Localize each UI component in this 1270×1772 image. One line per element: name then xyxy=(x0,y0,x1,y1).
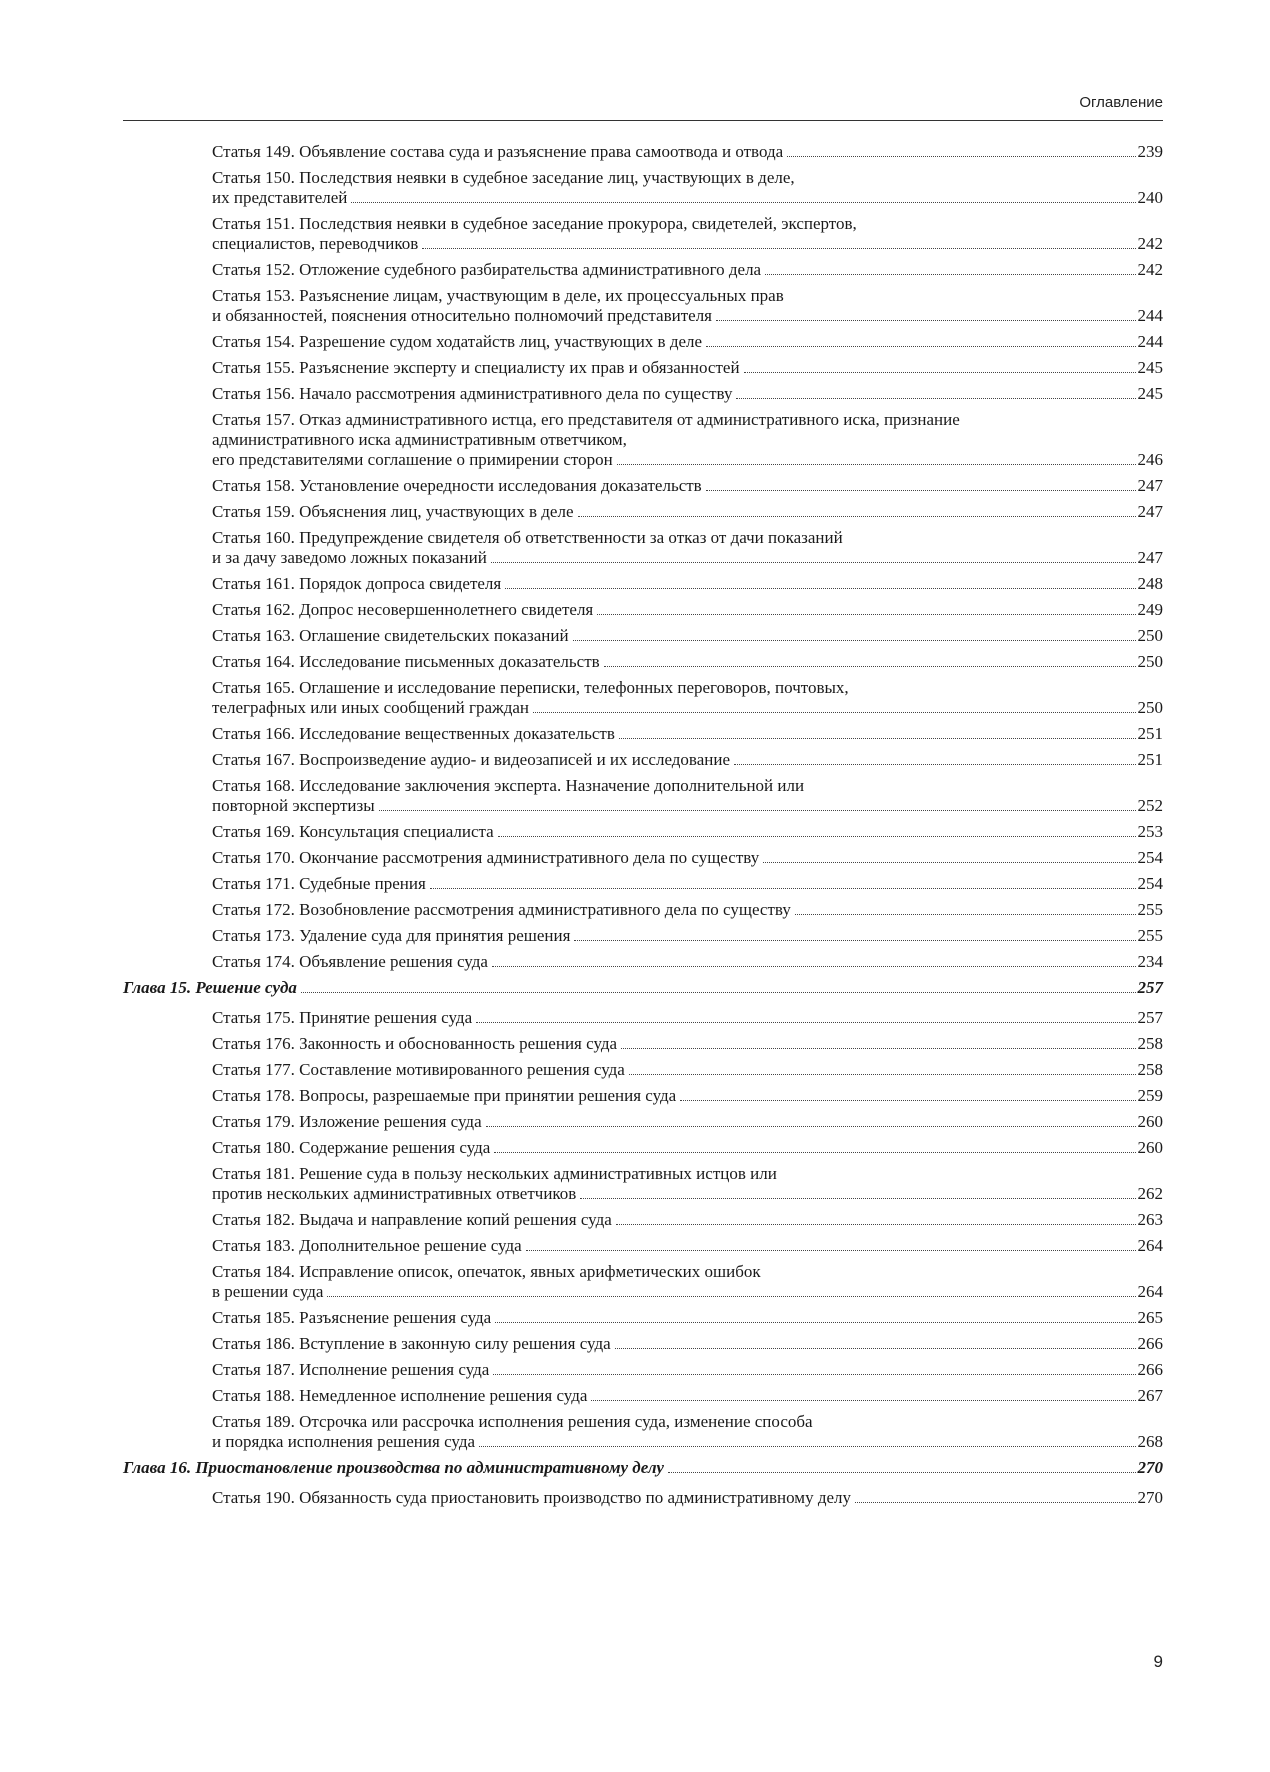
toc-page-number: 242 xyxy=(1137,260,1163,279)
toc-entry-line xyxy=(212,574,1163,594)
toc-page-number: 234 xyxy=(1137,952,1163,971)
toc-entry-line xyxy=(212,926,1163,946)
dot-leader xyxy=(617,463,1136,465)
toc-page-number: 245 xyxy=(1137,358,1163,377)
toc-entry-text: Статья 177. Составление мотивированного решения суда xyxy=(212,1060,625,1079)
toc-article-entry xyxy=(123,678,1163,718)
dot-leader xyxy=(765,273,1135,275)
toc-entry-line xyxy=(212,1060,1163,1080)
toc-page-number: 240 xyxy=(1137,188,1163,207)
toc-article-entry xyxy=(123,142,1163,162)
toc-entry-line xyxy=(212,528,1163,548)
toc-entry-line xyxy=(212,260,1163,280)
toc-entry-line xyxy=(212,698,1163,718)
toc-article-entry xyxy=(123,1334,1163,1354)
dot-leader xyxy=(505,587,1135,589)
toc-article-entry xyxy=(123,1386,1163,1406)
dot-leader xyxy=(616,1223,1136,1225)
toc-entry-text: Статья 164. Исследование письменных доказательств xyxy=(212,652,600,671)
dot-leader xyxy=(734,763,1135,765)
toc-article-entry xyxy=(123,724,1163,744)
toc-entry-line xyxy=(212,234,1163,254)
toc-entry-line xyxy=(212,214,1163,234)
toc-entry-line xyxy=(212,1210,1163,1230)
toc-page-number: 260 xyxy=(1137,1112,1163,1131)
toc-entry-text: Статья 181. Решение суда в пользу нескольких административных истцов или xyxy=(212,1164,777,1183)
toc-entry-text: Статья 149. Объявление состава суда и разъяснение права самоотвода и отвода xyxy=(212,142,784,161)
toc-article-entry xyxy=(123,286,1163,326)
toc-entry-line xyxy=(212,548,1163,568)
toc-entry-text: Статья 161. Порядок допроса свидетеля xyxy=(212,574,502,593)
toc-entry-text: административного иска административным ответчиком, xyxy=(212,430,627,449)
toc-entry-text: специалистов, переводчиков xyxy=(212,234,419,253)
toc-entry-line xyxy=(212,168,1163,188)
toc-entry-line xyxy=(212,332,1163,352)
toc-entry-text: Статья 162. Допрос несовершеннолетнего свидетеля xyxy=(212,600,594,619)
toc-article-entry xyxy=(123,848,1163,868)
toc-page-number: 242 xyxy=(1137,234,1163,253)
toc-entry-text: Статья 179. Изложение решения суда xyxy=(212,1112,482,1131)
running-header xyxy=(123,86,1163,121)
toc-article-entry xyxy=(123,1360,1163,1380)
toc-entry-text: в решении суда xyxy=(212,1282,324,1301)
toc-page-number: 247 xyxy=(1137,548,1163,567)
toc-page-number: 255 xyxy=(1137,900,1163,919)
toc-article-entry xyxy=(123,528,1163,568)
toc-entry-text: Статья 160. Предупреждение свидетеля об ответственности за отказ от дачи показаний xyxy=(212,528,843,547)
toc-article-entry xyxy=(123,1488,1163,1508)
toc-page-number: 267 xyxy=(1137,1386,1163,1405)
toc-entry-text: Статья 150. Последствия неявки в судебное заседание лиц, участвующих в деле, xyxy=(212,168,795,187)
toc-page-number: 264 xyxy=(1137,1236,1163,1255)
toc-article-entry xyxy=(123,626,1163,646)
toc-article-entry xyxy=(123,776,1163,816)
dot-leader xyxy=(716,319,1135,321)
toc-entry-line xyxy=(212,1360,1163,1380)
toc-entry-text: Статья 170. Окончание рассмотрения административного дела по существу xyxy=(212,848,760,867)
toc-article-entry xyxy=(123,384,1163,404)
toc-page-number: 252 xyxy=(1137,796,1163,815)
toc-entry-text: Статья 152. Отложение судебного разбирательства административного дела xyxy=(212,260,762,279)
toc-entry-text: Статья 186. Вступление в законную силу решения суда xyxy=(212,1334,611,1353)
dot-leader xyxy=(604,665,1136,667)
dot-leader xyxy=(493,1373,1135,1375)
toc-entry-line xyxy=(212,724,1163,744)
dot-leader xyxy=(301,991,1136,993)
dot-leader xyxy=(629,1073,1136,1075)
toc-page-number: 251 xyxy=(1137,724,1163,743)
toc-article-entry xyxy=(123,1164,1163,1204)
dot-leader xyxy=(680,1099,1135,1101)
dot-leader xyxy=(495,1321,1135,1323)
toc-page-number: 250 xyxy=(1137,698,1163,717)
toc-entry-line xyxy=(212,652,1163,672)
toc-entry-text: Статья 153. Разъяснение лицам, участвующим в деле, их процессуальных прав xyxy=(212,286,784,305)
toc-entry-line xyxy=(212,776,1163,796)
toc-entry-line xyxy=(212,476,1163,496)
toc-article-entry xyxy=(123,926,1163,946)
toc-page-number: 254 xyxy=(1137,848,1163,867)
dot-leader xyxy=(533,711,1135,713)
toc-article-entry xyxy=(123,332,1163,352)
toc-entry-text: Статья 184. Исправление описок, опечаток, явных арифметических ошибок xyxy=(212,1262,761,1281)
toc-page-number: 260 xyxy=(1137,1138,1163,1157)
toc-page-number: 248 xyxy=(1137,574,1163,593)
toc-entry-line xyxy=(212,1308,1163,1328)
dot-leader xyxy=(591,1399,1135,1401)
toc-article-entry xyxy=(123,652,1163,672)
dot-leader xyxy=(379,809,1136,811)
toc-entry-line xyxy=(212,822,1163,842)
toc-article-entry xyxy=(123,600,1163,620)
dot-leader xyxy=(621,1047,1135,1049)
toc-entry-text: Глава 16. Приостановление производства по административному делу xyxy=(123,1458,664,1477)
dot-leader xyxy=(422,247,1135,249)
toc-entry-line xyxy=(123,1458,1163,1478)
toc-page-number: 255 xyxy=(1137,926,1163,945)
toc-page-number: 266 xyxy=(1137,1334,1163,1353)
toc-page-number: 246 xyxy=(1137,450,1163,469)
toc-page-number: 258 xyxy=(1137,1060,1163,1079)
dot-leader xyxy=(736,397,1135,399)
toc-entry-text: Статья 163. Оглашение свидетельских показаний xyxy=(212,626,569,645)
dot-leader xyxy=(430,887,1136,889)
dot-leader xyxy=(580,1197,1135,1199)
toc-chapter-entry xyxy=(123,978,1163,998)
toc-chapter-entry xyxy=(123,1458,1163,1478)
toc-article-entry xyxy=(123,502,1163,522)
toc-page-number: 263 xyxy=(1137,1210,1163,1229)
toc-article-entry xyxy=(123,1112,1163,1132)
toc-article-entry xyxy=(123,874,1163,894)
toc-entry-text: Статья 172. Возобновление рассмотрения административного дела по существу xyxy=(212,900,791,919)
toc-entry-line xyxy=(212,1432,1163,1452)
dot-leader xyxy=(787,155,1135,157)
toc-page-number: 259 xyxy=(1137,1086,1163,1105)
toc-entry-line xyxy=(212,410,1163,430)
toc-entry-text: Статья 188. Немедленное исполнение решения суда xyxy=(212,1386,588,1405)
toc-entry-text: Статья 185. Разъяснение решения суда xyxy=(212,1308,492,1327)
toc-entry-text: Статья 182. Выдача и направление копий решения суда xyxy=(212,1210,612,1229)
toc-entry-line xyxy=(212,502,1163,522)
toc-page-number: 257 xyxy=(1137,1008,1163,1027)
dot-leader xyxy=(619,737,1136,739)
toc-entry-line xyxy=(212,900,1163,920)
toc-article-entry xyxy=(123,1060,1163,1080)
toc-article-entry xyxy=(123,1236,1163,1256)
toc-page-number: 268 xyxy=(1137,1432,1163,1451)
toc-page-number: 253 xyxy=(1137,822,1163,841)
page-number: 9 xyxy=(1153,1652,1163,1671)
toc-entry-text: повторной экспертизы xyxy=(212,796,375,815)
toc-entry-line xyxy=(212,306,1163,326)
toc-entry-text: Статья 169. Консультация специалиста xyxy=(212,822,494,841)
toc-entry-line xyxy=(212,450,1163,470)
toc-article-entry xyxy=(123,1034,1163,1054)
toc-article-entry xyxy=(123,1008,1163,1028)
toc-article-entry xyxy=(123,952,1163,972)
table-of-contents xyxy=(123,142,1163,1514)
toc-page-number: 270 xyxy=(1137,1458,1163,1477)
dot-leader xyxy=(526,1249,1136,1251)
toc-entry-line xyxy=(212,1112,1163,1132)
toc-entry-text: Статья 176. Законность и обоснованность решения суда xyxy=(212,1034,618,1053)
toc-entry-line xyxy=(212,1034,1163,1054)
toc-entry-text: Статья 175. Принятие решения суда xyxy=(212,1008,473,1027)
toc-entry-line xyxy=(212,1164,1163,1184)
running-header-title: Оглавление xyxy=(1079,94,1163,111)
toc-entry-line xyxy=(212,1262,1163,1282)
dot-leader xyxy=(744,371,1136,373)
toc-page-number: 250 xyxy=(1137,652,1163,671)
toc-entry-text: Статья 189. Отсрочка или рассрочка исполнения решения суда, изменение способа xyxy=(212,1412,813,1431)
toc-entry-text: против нескольких административных ответчиков xyxy=(212,1184,577,1203)
toc-entry-text: Глава 15. Решение суда xyxy=(123,978,297,997)
toc-entry-line xyxy=(212,848,1163,868)
toc-page-number: 265 xyxy=(1137,1308,1163,1327)
toc-article-entry xyxy=(123,822,1163,842)
toc-page-number: 245 xyxy=(1137,384,1163,403)
toc-entry-line xyxy=(212,678,1163,698)
toc-entry-line xyxy=(212,1386,1163,1406)
toc-entry-line xyxy=(212,952,1163,972)
toc-entry-text: Статья 173. Удаление суда для принятия решения xyxy=(212,926,571,945)
toc-entry-line xyxy=(212,750,1163,770)
toc-article-entry xyxy=(123,1308,1163,1328)
toc-entry-text: Статья 158. Установление очередности исследования доказательств xyxy=(212,476,702,495)
toc-article-entry xyxy=(123,750,1163,770)
toc-entry-line xyxy=(212,142,1163,162)
toc-article-entry xyxy=(123,358,1163,378)
toc-page-number: 247 xyxy=(1137,476,1163,495)
dot-leader xyxy=(597,613,1135,615)
toc-page-number: 258 xyxy=(1137,1034,1163,1053)
toc-page-number: 239 xyxy=(1137,142,1163,161)
toc-entry-line xyxy=(212,1236,1163,1256)
toc-entry-text: его представителями соглашение о примирении сторон xyxy=(212,450,613,469)
toc-article-entry xyxy=(123,574,1163,594)
toc-article-entry xyxy=(123,214,1163,254)
toc-entry-line xyxy=(212,1412,1163,1432)
toc-article-entry xyxy=(123,476,1163,496)
toc-article-entry xyxy=(123,260,1163,280)
toc-entry-line xyxy=(212,796,1163,816)
toc-entry-line xyxy=(123,978,1163,998)
toc-article-entry xyxy=(123,168,1163,208)
dot-leader xyxy=(327,1295,1135,1297)
dot-leader xyxy=(615,1347,1136,1349)
toc-page-number: 257 xyxy=(1137,978,1163,997)
toc-entry-line xyxy=(212,1086,1163,1106)
toc-entry-text: телеграфных или иных сообщений граждан xyxy=(212,698,530,717)
toc-entry-line xyxy=(212,1138,1163,1158)
dot-leader xyxy=(795,913,1136,915)
dot-leader xyxy=(479,1445,1135,1447)
toc-entry-text: и порядка исполнения решения суда xyxy=(212,1432,476,1451)
dot-leader xyxy=(763,861,1135,863)
toc-article-entry xyxy=(123,900,1163,920)
toc-entry-line xyxy=(212,874,1163,894)
toc-entry-line xyxy=(212,1282,1163,1302)
dot-leader xyxy=(668,1471,1136,1473)
toc-entry-line xyxy=(212,358,1163,378)
toc-entry-text: Статья 190. Обязанность суда приостановить производство по административному делу xyxy=(212,1488,851,1507)
toc-page-number: 250 xyxy=(1137,626,1163,645)
toc-entry-text: и обязанностей, пояснения относительно полномочий представителя xyxy=(212,306,713,325)
toc-article-entry xyxy=(123,1412,1163,1452)
toc-article-entry xyxy=(123,1210,1163,1230)
toc-page-number: 249 xyxy=(1137,600,1163,619)
toc-entry-line xyxy=(212,1334,1163,1354)
toc-page-number: 251 xyxy=(1137,750,1163,769)
dot-leader xyxy=(486,1125,1136,1127)
toc-entry-text: Статья 156. Начало рассмотрения административного дела по существу xyxy=(212,384,733,403)
toc-page-number: 264 xyxy=(1137,1282,1163,1301)
toc-article-entry xyxy=(123,1086,1163,1106)
toc-page-number: 244 xyxy=(1137,306,1163,325)
toc-entry-text: Статья 167. Воспроизведение аудио- и видеозаписей и их исследование xyxy=(212,750,731,769)
toc-page-number: 262 xyxy=(1137,1184,1163,1203)
toc-entry-line xyxy=(212,626,1163,646)
toc-entry-text: Статья 157. Отказ административного истца, его представителя от административного иска, признание xyxy=(212,410,960,429)
toc-entry-text: Статья 166. Исследование вещественных доказательств xyxy=(212,724,615,743)
toc-entry-text: Статья 151. Последствия неявки в судебное заседание прокурора, свидетелей, экспертов, xyxy=(212,214,857,233)
toc-entry-text: Статья 154. Разрешение судом ходатайств лиц, участвующих в деле xyxy=(212,332,703,351)
toc-entry-line xyxy=(212,1008,1163,1028)
toc-entry-text: Статья 159. Объяснения лиц, участвующих в деле xyxy=(212,502,574,521)
dot-leader xyxy=(492,965,1136,967)
toc-entry-text: Статья 168. Исследование заключения эксперта. Назначение дополнительной или xyxy=(212,776,805,795)
toc-entry-line xyxy=(212,188,1163,208)
toc-entry-line xyxy=(212,1184,1163,1204)
dot-leader xyxy=(855,1501,1136,1503)
dot-leader xyxy=(491,561,1136,563)
dot-leader xyxy=(476,1021,1135,1023)
toc-entry-text: Статья 183. Дополнительное решение суда xyxy=(212,1236,522,1255)
toc-entry-line xyxy=(212,286,1163,306)
toc-page-number: 247 xyxy=(1137,502,1163,521)
toc-entry-text: Статья 155. Разъяснение эксперту и специалисту их прав и обязанностей xyxy=(212,358,740,377)
toc-entry-text: Статья 180. Содержание решения суда xyxy=(212,1138,491,1157)
toc-entry-text: Статья 174. Объявление решения суда xyxy=(212,952,488,971)
toc-page-number: 244 xyxy=(1137,332,1163,351)
dot-leader xyxy=(706,489,1136,491)
dot-leader xyxy=(498,835,1136,837)
dot-leader xyxy=(573,639,1136,641)
toc-entry-line xyxy=(212,430,1163,450)
toc-article-entry xyxy=(123,1138,1163,1158)
dot-leader xyxy=(494,1151,1135,1153)
toc-page-number: 270 xyxy=(1137,1488,1163,1507)
toc-entry-text: Статья 165. Оглашение и исследование переписки, телефонных переговоров, почтовых, xyxy=(212,678,849,697)
toc-entry-text: их представителей xyxy=(212,188,348,207)
dot-leader xyxy=(574,939,1135,941)
toc-entry-text: Статья 187. Исполнение решения суда xyxy=(212,1360,490,1379)
dot-leader xyxy=(578,515,1136,517)
toc-entry-line xyxy=(212,1488,1163,1508)
toc-page-number: 266 xyxy=(1137,1360,1163,1379)
toc-entry-text: и за дачу заведомо ложных показаний xyxy=(212,548,487,567)
dot-leader xyxy=(351,201,1135,203)
toc-entry-line xyxy=(212,384,1163,404)
toc-entry-line xyxy=(212,600,1163,620)
toc-page-number: 254 xyxy=(1137,874,1163,893)
toc-article-entry xyxy=(123,410,1163,470)
dot-leader xyxy=(706,345,1135,347)
toc-article-entry xyxy=(123,1262,1163,1302)
toc-entry-text: Статья 178. Вопросы, разрешаемые при принятии решения суда xyxy=(212,1086,677,1105)
toc-entry-text: Статья 171. Судебные прения xyxy=(212,874,426,893)
